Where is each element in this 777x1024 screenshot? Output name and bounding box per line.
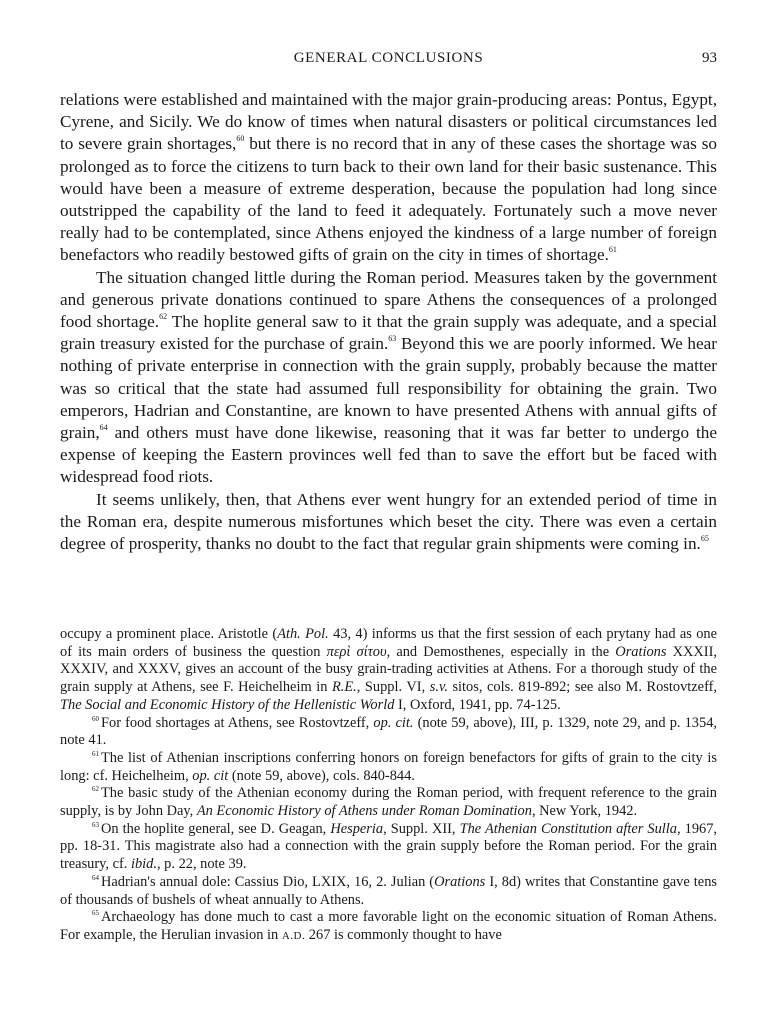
text-run: I, 8d) writes that Constantine gave tens of thousands of bushels of wheat annually to Athens. <box>60 873 717 908</box>
footnote-62 <box>60 785 717 820</box>
footnote-63 <box>60 821 717 874</box>
text-run: Beyond this we are poorly informed. We hear nothing of private enterprise in connection with the grain supply, probably because the matter was so critical that the state had assumed full responsibility for obtaining the grain. Two emperors, Hadrian and Constantine, are known to have presented Athens with annual gifts of grain, <box>60 334 718 443</box>
text-run: The basic study of the Athenian economy during the Roman period, with frequent reference to the grain supply, is by John Day, <box>60 785 717 820</box>
page-header <box>60 50 717 74</box>
text-run: , 1967, pp. 18-31. This magistrate also had a connection with the grain supply before the Roman period. For the grain treasury, cf. <box>60 820 718 873</box>
text-run: (note 59, above), cols. 840-844. <box>228 767 415 784</box>
footnote-65 <box>60 909 717 945</box>
text-run: 43, 4) informs us that the first session of each prytany had as one of its main orders of business the question <box>60 626 717 660</box>
text-run: Hadrian's annual dole: Cassius Dio, LXIX, 16, 2. Julian ( <box>101 873 435 890</box>
era-abbrev: A.D. <box>281 929 306 942</box>
text-run: relations were established and maintained with the major grain-producing areas: Pontus, Egypt, Cyrene, and Sicily. We do know of times when natural disasters or political circumstances led to severe grain shortages, <box>60 90 717 154</box>
footnote-ref-63: 63 <box>388 334 397 344</box>
greek-phrase: περὶ σίτου <box>326 643 387 660</box>
citation-title: Orations <box>615 643 667 660</box>
footnote-number: 61 <box>92 749 99 758</box>
text-run: sitos, cols. 819-892; see also M. Rostovtzeff, <box>447 679 717 696</box>
text-run: XXXII, XXXIV, and XXXV, gives an account of the busy grain-trading activities at Athens. For a thorough study of the grain supply at Athens, see F. Heichelheim in <box>60 643 717 696</box>
footnote-number: 63 <box>92 820 99 829</box>
text-run: , New York, 1942. <box>531 803 638 820</box>
citation-title: R.E. <box>331 679 357 696</box>
footnote-64 <box>60 874 717 909</box>
footnote-ref-65: 65 <box>700 534 709 544</box>
text-run: 267 is commonly thought to have <box>305 926 502 943</box>
footnote-ref-64: 64 <box>99 423 108 433</box>
citation-abbrev: op. cit. <box>373 714 414 731</box>
footnote-number: 65 <box>92 909 99 918</box>
citation-title: The Social and Economic History of the Hellenistic World <box>60 696 395 713</box>
footnote-number: 60 <box>92 714 99 723</box>
paragraph-1 <box>60 89 717 267</box>
citation-title: The Athenian Constitution after Sulla <box>459 820 677 837</box>
text-run: The hoplite general saw to it that the grain supply was adequate, and a special grain treasury existed for the purchase of grain. <box>60 312 717 354</box>
footnote-number: 62 <box>92 785 99 794</box>
citation-abbrev: op. cit <box>192 767 229 784</box>
text-run: but there is no record that in any of these cases the shortage was so prolonged as to force the citizens to turn back to their own land for their basic sustenance. This would have been a measure of extreme desperation, because the population had long since outstripped the capability of the land to feed it adequately. Fortunately such a move never really had to be contemplated, since Athens enjoyed the kindness of a large number of foreign benefactors who readily bestowed gifts of grain on the city in times of shortage. <box>60 134 717 265</box>
text-run: It seems unlikely, then, that Athens ever went hungry for an extended period of time in the Roman era, despite numerous misfortunes which beset the city. There was even a certain degree of prosperity, thanks no doubt to the fact that regular grain shipments were coming in. <box>60 489 717 554</box>
footnote-number: 64 <box>92 873 99 882</box>
footnote-59-continued <box>60 626 717 715</box>
text-run: I, Oxford, 1941, pp. 74-125. <box>394 696 561 713</box>
footnote-ref-62: 62 <box>159 312 168 322</box>
page-number: 93 <box>702 50 717 66</box>
text-run: The situation changed little during the Roman period. Measures taken by the government and generous private donations continued to spare Athens the consequences of a prolonged food shortage. <box>60 267 717 332</box>
footnote-61 <box>60 750 717 785</box>
text-run: , p. 22, note 39. <box>156 856 247 873</box>
citation-abbrev: ibid. <box>130 856 157 873</box>
running-title: GENERAL CONCLUSIONS <box>293 50 484 66</box>
text-run: Archaeology has done much to cast a more favorable light on the economic situation of Roman Athens. For example, the Herulian invasion in <box>60 909 717 943</box>
citation-title: Ath. Pol. <box>277 626 329 642</box>
text-run: , Suppl. XII, <box>383 820 460 837</box>
text-run: The list of Athenian inscriptions conferring honors on foreign benefactors for gifts of grain to the city is long: cf. Heichelheim, <box>60 749 717 784</box>
footnotes <box>60 626 717 946</box>
main-text <box>60 89 717 555</box>
citation-title: An Economic History of Athens under Roman Domination <box>196 803 532 820</box>
text-run: and others must have done likewise, reasoning that it was far better to undergo the expense of keeping the Eastern provinces well fed than to save the effort but be faced with widespread food riots. <box>60 423 717 487</box>
footnote-ref-60: 60 <box>236 134 245 144</box>
text-run: On the hoplite general, see D. Geagan, <box>101 820 331 837</box>
text-run: , Suppl. VI, <box>356 679 430 696</box>
text-run: (note 59, above), III, p. 1329, note 29, and p. 1354, note 41. <box>60 714 717 749</box>
text-run: For food shortages at Athens, see Rostovtzeff, <box>101 714 374 731</box>
citation-title: Orations <box>434 873 486 890</box>
text-run: , and Demosthenes, especially in the <box>386 643 616 660</box>
citation-abbrev: s.v. <box>429 679 448 696</box>
text-run: occupy a prominent place. Aristotle ( <box>60 626 278 642</box>
citation-title: Hesperia <box>330 820 384 837</box>
paragraph-2 <box>60 267 717 489</box>
paragraph-3 <box>60 489 717 556</box>
footnote-ref-61: 61 <box>608 245 617 255</box>
footnote-60 <box>60 715 717 750</box>
